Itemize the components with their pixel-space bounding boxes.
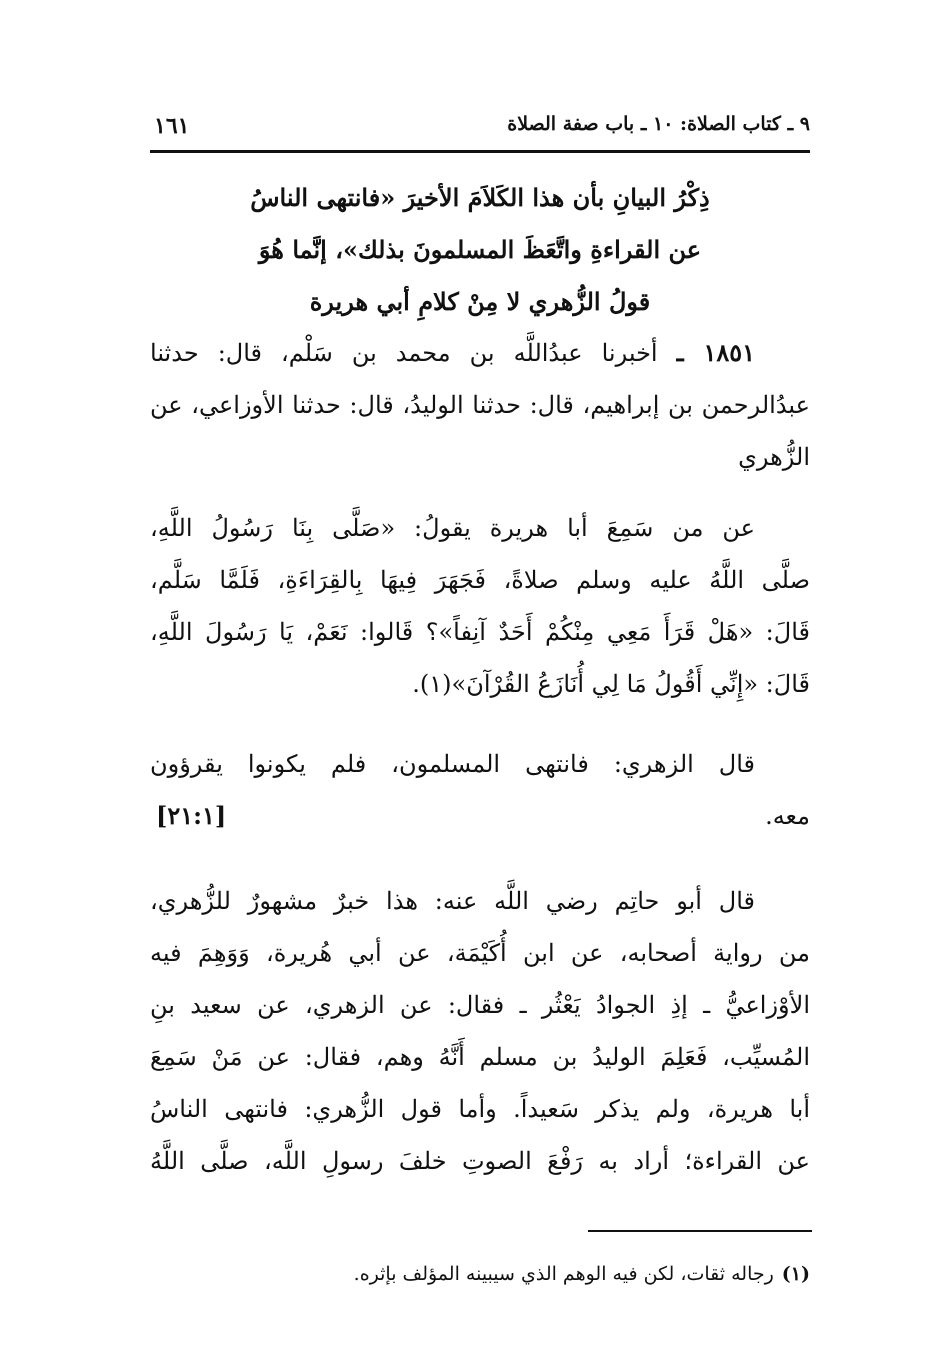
page-number: ١٦١ (154, 113, 190, 139)
commentary-line: قال أبو حاتِم رضي اللَّه عنه: هذا خبرٌ مشهورٌ للزُّهري، (150, 887, 755, 915)
matn-line: قَالَ: «هَلْ قَرَأَ مَعِي مِنْكُمْ أَحَدٌ آنِفاً»؟ قَالوا: نَعَمْ، يَا رَسُولَ اللَّهِ، (150, 618, 810, 646)
hadith-reference: [٢١:١] (156, 801, 227, 830)
commentary-line: الأوْزاعيُّ ـ إذِ الجوادُ يَعْثُر ـ فقال: عن الزهري، عن سعيد بنِ (150, 991, 810, 1019)
chapter-heading (180, 172, 780, 328)
matn-line: عن من سَمِعَ أبا هريرة يقولُ: «صَلَّى بِنَا رَسُولُ اللَّهِ، (150, 514, 755, 542)
commentary-line: من رواية أصحابه، عن ابن أُكَيْمَة، عن أبي هُريرة، وَوَهِمَ فيه (150, 939, 810, 967)
footnote (150, 1256, 810, 1292)
isnad-line: عبدُالرحمن بن إبراهيم، قال: حدثنا الوليدُ، قال: حدثنا الأوزاعي، عن (150, 391, 810, 419)
page-header (150, 105, 810, 145)
commentary-line: أبا هريرة، ولم يذكر سَعيداً. وأما قول الزُّهري: فانتهى الناسُ (150, 1095, 810, 1123)
hadith-isnad (150, 327, 810, 483)
commentary-line: عن القراءة؛ أراد به رَفْعَ الصوتِ خلفَ رسولِ اللَّه، صلَّى اللَّهُ (150, 1147, 810, 1175)
zuhri-line: قال الزهري: فانتهى المسلمون، فلم يكونوا يقرؤون (150, 750, 755, 778)
zuhri-line: معه. [٢١:١] (150, 790, 810, 842)
hadith-number: ١٨٥١ ـ (676, 338, 755, 367)
commentary-line: المُسيِّب، فَعَلِمَ الوليدُ بن مسلم أَنَّهُ وهم، فقال: عن مَنْ سَمِعَ (150, 1043, 810, 1071)
isnad-line: الزُّهري (738, 443, 810, 471)
hadith-matn (150, 502, 810, 710)
matn-line: قَالَ: «إِنِّي أَقُولُ مَا لِي أُنَازَعُ القُرْآنَ»(١). (412, 670, 810, 698)
footnote-marker: (١) (781, 1263, 810, 1285)
matn-line: صلَّى اللَّهُ عليه وسلم صلاةً، فَجَهَرَ فِيهَا بِالقِرَاءَةِ، فَلَمَّا سَلَّم، (150, 566, 810, 594)
footnote-rule (588, 1230, 812, 1232)
header-rule (150, 150, 810, 153)
footnote-text: رجاله ثقات، لكن فيه الوهم الذي سيبينه المؤلف بإثره. (353, 1263, 774, 1285)
running-title: ٩ ـ كتاب الصلاة: ١٠ ـ باب صفة الصلاة (507, 113, 810, 135)
heading-line: عن القراءةِ واتَّعَظَ المسلمونَ بذلك»، إنَّما هُوَ (258, 235, 702, 264)
isnad-line: ١٨٥١ ـ أخبرنا عبدُاللَّه بن محمد بن سَلْم، قال: حدثنا (150, 338, 755, 367)
heading-line: قولُ الزُّهري لا مِنْ كلامِ أبي هريرة (309, 287, 651, 316)
heading-line: ذِكْرُ البيانِ بأن هذا الكَلاَمَ الأخيرَ «فانتهى الناسُ (250, 183, 710, 212)
zuhri-statement (150, 738, 810, 842)
commentary (150, 875, 810, 1187)
